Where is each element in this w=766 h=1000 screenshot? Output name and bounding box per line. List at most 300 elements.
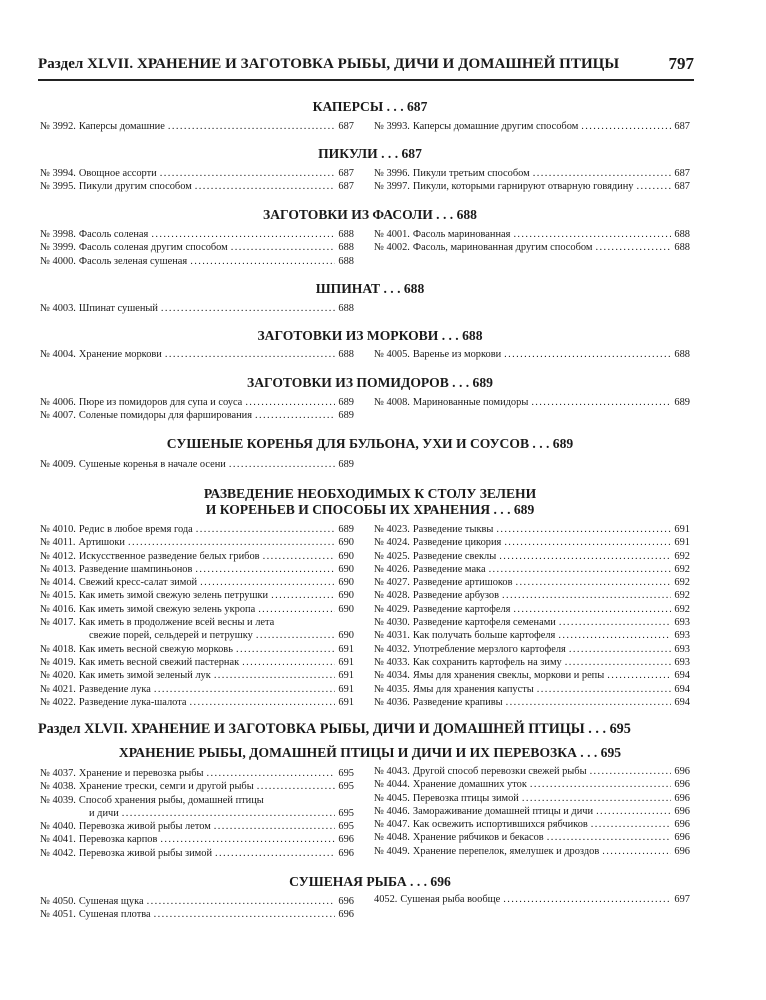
entry-number: № 4014. [40,577,76,589]
dot-leader [504,348,671,361]
entry-number: № 4011. [40,537,76,549]
entry-number: № 4019. [40,656,76,668]
entry-title: Фасоль, маринованная другим способом [412,242,593,254]
toc-entry [40,794,354,807]
toc-entry [374,831,690,844]
entry-page: 687 [338,121,354,132]
entry-title: Хранение перепелок, ямелушек и дроздов [412,845,600,857]
entry-page: 696 [674,805,690,817]
entry-page: 688 [674,229,690,240]
entry-number: 4052. [374,894,398,905]
toc-entry [40,603,354,616]
toc-entry [374,589,690,602]
toc-entry [374,180,690,193]
entry-number: № 4041. [40,834,76,846]
dot-leader [271,589,335,602]
entry-number: № 4020. [40,670,76,682]
toc-entry [374,792,690,805]
dot-leader [200,576,335,589]
toc-entry [40,820,354,833]
dot-leader [522,792,672,805]
toc-entry [40,255,354,268]
entry-number: № 4030. [374,617,410,629]
entry-page: 692 [674,603,690,615]
section-heading-sushenaya: СУШЕНАЯ РЫБА . . . 696 [289,874,451,889]
toc-entry [40,696,354,709]
entry-page: 696 [674,845,690,857]
entry-number: № 4016. [40,603,76,615]
toc-entry [374,656,690,669]
entry-title: Каперсы домашние другим способом [412,121,579,132]
dot-leader [229,458,336,471]
entry-page: 688 [674,349,690,360]
entry-title: Пикули, которыми гарнируют отварную говядину [412,181,634,193]
entry-title: Перевозка живой рыбы летом [78,821,211,833]
entry-number: № 4000. [40,255,76,267]
entry-page: 687 [674,168,690,179]
toc-entry [40,396,354,409]
dot-leader [602,845,671,858]
entry-number: № 4013. [40,563,76,575]
entry-page: 688 [338,255,354,267]
entry-number: № 4031. [374,630,410,642]
entry-number: № 4018. [40,643,76,655]
entry-number: № 3996. [374,168,410,179]
entry-title: свежие порей, сельдерей и петрушку [89,630,253,642]
entry-page: 694 [674,696,690,708]
entry-number: № 3998. [40,229,76,240]
dot-leader [565,656,672,669]
dot-leader [190,696,336,709]
entry-title: Шпинат сушеный [78,303,158,314]
entry-page: 689 [338,524,354,535]
dot-leader [214,669,336,682]
dot-leader [160,167,336,180]
entry-title: Фасоль маринованная [412,229,511,240]
entry-number: № 4043. [374,766,410,777]
toc-entry [40,458,354,471]
dot-leader [596,805,671,818]
entry-page: 691 [338,643,354,655]
toc-entry [374,396,690,409]
entry-page: 687 [674,121,690,132]
dot-leader [531,396,671,409]
dot-leader [161,302,335,315]
dot-leader [489,563,672,576]
toc-entry [374,550,690,563]
entry-number: № 4042. [40,847,76,859]
entry-number: № 4038. [40,781,76,793]
entry-number: № 4032. [374,643,410,655]
entry-number: № 4003. [40,303,76,314]
dot-leader [607,669,671,682]
entry-title: Употребление мерзлого картофеля [412,643,566,655]
toc-entry [40,241,354,254]
entry-title: Фасоль зеленая сушеная [78,255,188,267]
entry-page: 693 [674,630,690,642]
toc-entry [374,643,690,656]
toc-entry [374,818,690,831]
entry-number: № 3997. [374,181,410,193]
entry-title: Ямы для хранения капусты [412,683,534,695]
toc-entry [374,778,690,791]
entry-title: Сушеная рыба вообще [400,894,501,905]
dot-leader [256,629,336,642]
entry-page: 696 [674,832,690,844]
entry-number: № 4027. [374,577,410,589]
toc-entry [40,228,354,241]
entry-title: Перевозка живой рыбы зимой [78,847,213,859]
toc-entry [374,167,690,180]
entry-page: 691 [338,683,354,695]
entry-number: № 4050. [40,896,76,907]
section-heading-pikuli: ПИКУЛИ . . . 687 [318,146,422,161]
entry-number: № 4015. [40,590,76,602]
entries-right [374,348,690,361]
entry-page: 688 [338,349,354,360]
entry-title: Разведение картофеля [412,603,511,615]
entry-title: Варенье из моркови [412,349,502,360]
toc-entry [40,409,354,422]
entry-title: Соленые помидоры для фарширования [78,410,252,422]
entry-title: Артишоки [78,537,125,549]
entry-page: 696 [338,834,354,846]
toc-entry [374,536,690,549]
entry-page: 690 [338,603,354,615]
entry-page: 689 [338,410,354,422]
entry-page: 695 [338,781,354,793]
entry-page: 689 [338,397,354,408]
entries-left [40,348,354,361]
entry-number: № 3999. [40,242,76,254]
entry-number: № 4047. [374,819,410,831]
dot-leader [496,523,671,536]
entry-page: 688 [674,242,690,254]
toc-entry [374,669,690,682]
entry-title: Разведение крапивы [412,696,503,708]
entry-page: 691 [338,656,354,668]
entry-number: № 4029. [374,603,410,615]
entry-title: Пюре из помидоров для супа и соуса [78,397,243,408]
entry-number: № 4021. [40,683,76,695]
toc-entry [40,629,354,642]
toc-entry [374,120,690,133]
entry-page: 693 [674,617,690,629]
toc-entry [374,683,690,696]
entry-page: 696 [338,909,354,921]
entry-title: Хранение и перевозка рыбы [78,768,204,779]
toc-entry [40,847,354,860]
entry-title: Разведение шампиньонов [78,563,193,575]
entry-page: 693 [674,656,690,668]
entry-page: 687 [674,181,690,193]
entry-title: Разведение свеклы [412,550,497,562]
entry-title: Перевозка птицы зимой [412,792,519,804]
dot-leader [195,180,336,193]
dot-leader [263,550,336,563]
entry-title: Каперсы домашние [78,121,165,132]
dot-leader [207,767,336,780]
toc-entry [40,550,354,563]
entries-right [374,120,690,133]
entry-title: Хранение домашних уток [412,779,527,791]
entry-page: 690 [338,563,354,575]
entry-number: № 3994. [40,168,76,179]
dot-leader [499,550,671,563]
dot-leader [196,523,336,536]
toc-entry [374,893,690,906]
entry-title: Как получать больше картофеля [412,630,556,642]
entry-title: Свежий кресс-салат зимой [78,577,198,589]
toc-entry [40,669,354,682]
entry-title: Как иметь зимой зеленый лук [78,670,211,682]
entry-title: Как освежить испортившихся рябчиков [412,819,588,831]
section-heading-perevozka: ХРАНЕНИЕ РЫБЫ, ДОМАШНЕЙ ПТИЦЫ И ДИЧИ И ИХ ПЕРЕВОЗКА . . . 695 [118,745,622,760]
toc-entry [40,656,354,669]
entry-number: № 4002. [374,242,410,254]
entry-page: 694 [674,683,690,695]
entry-title: Способ хранения рыбы, домашней птицы [78,794,264,806]
entry-page: 687 [338,181,354,193]
entry-page: 697 [674,894,690,905]
toc-entry [40,180,354,193]
dot-leader [513,228,671,241]
entry-number: № 4046. [374,805,410,817]
entry-number: № 4026. [374,563,410,575]
entry-title: Маринованные помидоры [412,397,529,408]
entry-page: 694 [674,670,690,682]
entry-number: № 4034. [374,670,410,682]
toc-entry [374,629,690,642]
entry-number: № 4049. [374,845,410,857]
entry-title: Разведение лука-шалота [78,696,187,708]
entry-title: Фасоль соленая другим способом [78,242,228,254]
section-heading-zelen-line1: РАЗВЕДЕНИЕ НЕОБХОДИМЫХ К СТОЛУ ЗЕЛЕНИ [203,486,537,501]
entry-title: Ямы для хранения свеклы, моркови и репы [412,670,605,682]
header-title: Раздел XLVII. ХРАНЕНИЕ И ЗАГОТОВКА РЫБЫ, ДИЧИ И ДОМАШНЕЙ ПТИЦЫ [38,56,620,72]
entry-number: № 4017. [40,617,76,629]
dot-leader [215,847,335,860]
toc-entry [374,845,690,858]
entry-page: 692 [674,590,690,602]
entry-number: № 4035. [374,683,410,695]
entry-page: 696 [674,819,690,831]
entry-number: № 4022. [40,696,76,708]
dot-leader [154,908,336,921]
entry-number: № 4008. [374,397,410,408]
entry-title: Разведение картофеля семенами [412,617,556,629]
entry-number: № 4006. [40,397,76,408]
entry-number: № 4012. [40,550,76,562]
running-header [38,54,694,76]
entry-page: 690 [338,550,354,562]
section-heading-fasol: ЗАГОТОВКИ ИЗ ФАСОЛИ . . . 688 [263,207,477,222]
entry-title: Как иметь зимой свежую зелень укропа [78,603,256,615]
entry-page: 690 [338,537,354,549]
entry-number: № 4025. [374,550,410,562]
toc-entry [40,348,354,361]
toc-entry [40,807,354,820]
entry-title: Хранение моркови [78,349,162,360]
toc-entry [374,616,690,629]
entry-title: Разведение мака [412,563,486,575]
entry-page: 687 [338,168,354,179]
header-rule [38,79,694,81]
entry-title: Разведение тыквы [412,524,494,535]
entry-number: № 4024. [374,537,410,549]
entry-number: № 4051. [40,909,76,921]
toc-entry [374,348,690,361]
entry-title: Овощное ассорти [78,168,157,179]
toc-entry [374,563,690,576]
entry-title: и дичи [89,807,119,819]
entries-right [374,893,690,906]
entry-page: 690 [338,590,354,602]
entry-title: Замораживание домашней птицы и дичи [412,805,594,817]
entries-right [374,228,690,255]
dot-leader [231,241,336,254]
entry-number: № 4007. [40,410,76,422]
dot-leader [569,643,672,656]
entries-left [40,228,354,268]
entries-right [374,523,690,709]
entry-page: 691 [674,537,690,549]
entry-page: 692 [674,563,690,575]
toc-entry [40,616,354,629]
entry-title: Разведение лука [78,683,151,695]
dot-leader [255,409,335,422]
toc-entry [374,603,690,616]
entry-number: № 4044. [374,779,410,791]
dot-leader [547,831,672,844]
dot-leader [537,683,672,696]
dot-leader [151,228,335,241]
entry-title: Редис в любое время года [78,524,193,535]
entry-title: Как иметь весной свежий пастернак [78,656,240,668]
entry-number: № 4010. [40,524,76,535]
entries-left [40,167,354,194]
toc-entry [40,589,354,602]
toc-entry [374,805,690,818]
dot-leader [590,765,672,778]
toc-entry [40,120,354,133]
dot-leader [502,589,671,602]
section-heading-morkov: ЗАГОТОВКИ ИЗ МОРКОВИ . . . 688 [257,328,483,343]
section-heading-pomidory: ЗАГОТОВКИ ИЗ ПОМИДОРОВ . . . 689 [247,375,493,390]
page-number: 797 [668,54,694,73]
entry-page: 691 [674,524,690,535]
entry-number: № 4048. [374,832,410,844]
entries-left [40,396,354,423]
toc-entry [40,767,354,780]
entry-page: 695 [338,807,354,819]
entry-title: Сушеные коренья в начале осени [78,459,226,470]
dot-leader [154,683,336,696]
entry-number: № 4005. [374,349,410,360]
entry-title: Пикули третьим способом [412,168,530,179]
entry-title: Разведение цикория [412,537,502,549]
entry-page: 692 [674,550,690,562]
entry-title: Как иметь зимой свежую зелень петрушки [78,590,269,602]
entry-number: № 4040. [40,821,76,833]
entry-page: 696 [674,766,690,777]
entry-number: № 4004. [40,349,76,360]
dot-leader [530,778,672,791]
entries-left [40,767,354,860]
toc-entry [40,833,354,846]
part-heading: Раздел XLVII. ХРАНЕНИЕ И ЗАГОТОВКА РЫБЫ, ДИЧИ И ДОМАШНЕЙ ПТИЦЫ . . . 695 [38,721,631,737]
entry-number: № 3995. [40,181,76,193]
toc-entry [374,765,690,778]
dot-leader [581,120,671,133]
toc-entry [40,576,354,589]
dot-leader [503,893,671,906]
entry-page: 692 [674,577,690,589]
toc-entry [374,576,690,589]
dot-leader [147,895,336,908]
dot-leader [214,820,336,833]
entry-title: Как сохранить картофель на зиму [412,656,562,668]
entry-page: 690 [338,630,354,642]
toc-entry [40,167,354,180]
dot-leader [513,603,671,616]
dot-leader [168,120,336,133]
entry-title: Перевозка карпов [78,834,158,846]
toc-entry [374,241,690,254]
section-heading-kapersy: КАПЕРСЫ . . . 687 [312,99,428,114]
entry-title: Фасоль соленая [78,229,149,240]
dot-leader [506,696,672,709]
entry-page: 696 [674,792,690,804]
toc-entry [40,643,354,656]
entry-title: Искусственное разведение белых грибов [78,550,260,562]
toc-entry [40,895,354,908]
dot-leader [533,167,672,180]
entry-page: 688 [338,303,354,314]
entry-title: Разведение артишоков [412,577,513,589]
dot-leader [242,656,335,669]
entry-number: № 4028. [374,590,410,602]
toc-entry [40,780,354,793]
entry-page: 695 [338,821,354,833]
dot-leader [128,536,335,549]
dot-leader [122,807,336,820]
toc-entry [374,228,690,241]
dot-leader [165,348,336,361]
entry-number: № 3992. [40,121,76,132]
entry-title: Хранение трески, семги и другой рыбы [78,781,254,793]
entries-left [40,120,354,133]
entries-right [374,396,690,409]
entries-left [40,895,354,922]
entry-number: № 4001. [374,229,410,240]
toc-entry [374,523,690,536]
dot-leader [258,603,335,616]
entry-page: 690 [338,577,354,589]
dot-leader [190,255,335,268]
dot-leader [559,616,672,629]
entry-number: № 4036. [374,696,410,708]
entry-page: 695 [338,768,354,779]
entry-page: 696 [674,779,690,791]
dot-leader [504,536,671,549]
dot-leader [160,833,335,846]
dot-leader [245,396,335,409]
entry-number: № 4037. [40,768,76,779]
entry-title: Сушеная плотва [78,909,151,921]
entry-number: № 3993. [374,121,410,132]
entry-page: 696 [338,896,354,907]
